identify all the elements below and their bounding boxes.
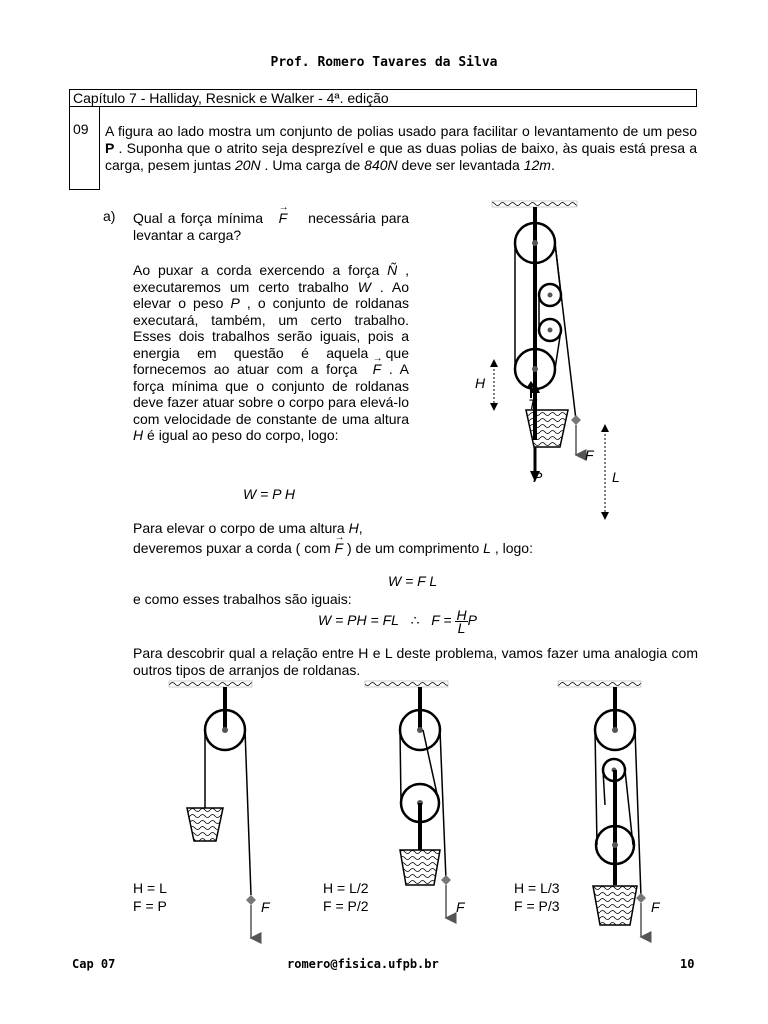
fraction-h-over-l: $\frac{H}{L}$ (456, 607, 467, 636)
bottom-pulley-figures (130, 675, 710, 945)
case-1-force-label: F (261, 899, 270, 915)
equation-work-force: W = F L (388, 573, 438, 589)
label-P: P (533, 469, 543, 485)
case-1-relations: H = L F = P (133, 880, 167, 914)
label-L: L (612, 469, 620, 485)
paragraph-analogy: Para descobrir qual a relação entre H e L deste problema, vamos fazer uma analogia com outros tipos de arranjos de roldanas. (133, 645, 698, 678)
label-F: F (585, 447, 594, 463)
problem-number: 09 (69, 107, 100, 190)
load-block (526, 410, 568, 447)
footer-chapter: Cap 07 (72, 957, 116, 971)
part-a-question: Qual a força mínima → F necessária para levantar a carga? (133, 210, 409, 243)
case-3-three-pulleys (558, 681, 646, 937)
chapter-title: Capítulo 7 - Halliday, Resnick e Walker - 4ª. edição (69, 89, 697, 107)
footer-email: romero@fisica.ufpb.br (287, 957, 439, 971)
paragraph-equal-work: e como esses trabalhos são iguais: (133, 591, 352, 607)
case-2-two-pulleys (365, 681, 451, 918)
case-1-simple-pulley (169, 681, 256, 938)
page-header-author: Prof. Romero Tavares da Silva (270, 55, 498, 70)
paragraph-elevate: Para elevar o corpo de uma altura H, (133, 520, 363, 536)
part-a-explanation: Ao puxar a corda exercendo a força Ñ , executaremos um certo trabalho W . Ao elevar o peso P , o conjunto de roldanas executará, também, um certo trabalho. Esses dois trabalhos serão iguais, pois a energia em questão é aquela que fornecemos ao atuar com a força → F . A força mínima que o conjunto de roldanas deve fazer atuar sobre o corpo para elevá-lo com velocidade de constante de uma altura H é igual ao peso do corpo, logo: (133, 262, 409, 444)
ceiling (492, 201, 577, 207)
part-a-label: a) (103, 208, 116, 224)
case-2-force-label: F (456, 899, 465, 915)
main-pulley-figure (460, 195, 680, 530)
rope-end-diamond (571, 415, 581, 425)
footer-page-number: 10 (680, 957, 695, 971)
problem-statement: A figura ao lado mostra um conjunto de polias usado para facilitar o levantamento de um peso P . Suponha que o atrito seja desprezível e que as duas polias de baixo, às quais está presa a carga, pesem juntas 20N . Uma carga de 840N deve ser levantada 12m. (105, 123, 697, 173)
case-3-force-label: F (651, 899, 660, 915)
equation-force-relation: W = PH = FL ∴ F = $\frac{H}{L}$ P (318, 607, 477, 636)
equation-work-weight: W = P H (243, 486, 295, 502)
label-T: T (528, 396, 537, 412)
label-H: H (475, 375, 486, 391)
paragraph-pull-rope: deveremos puxar a corda ( com → F ) de um comprimento L , logo: (133, 540, 698, 557)
case-2-relations: H = L/2 F = P/2 (323, 880, 369, 914)
case-3-relations: H = L/3 F = P/3 (514, 880, 560, 914)
